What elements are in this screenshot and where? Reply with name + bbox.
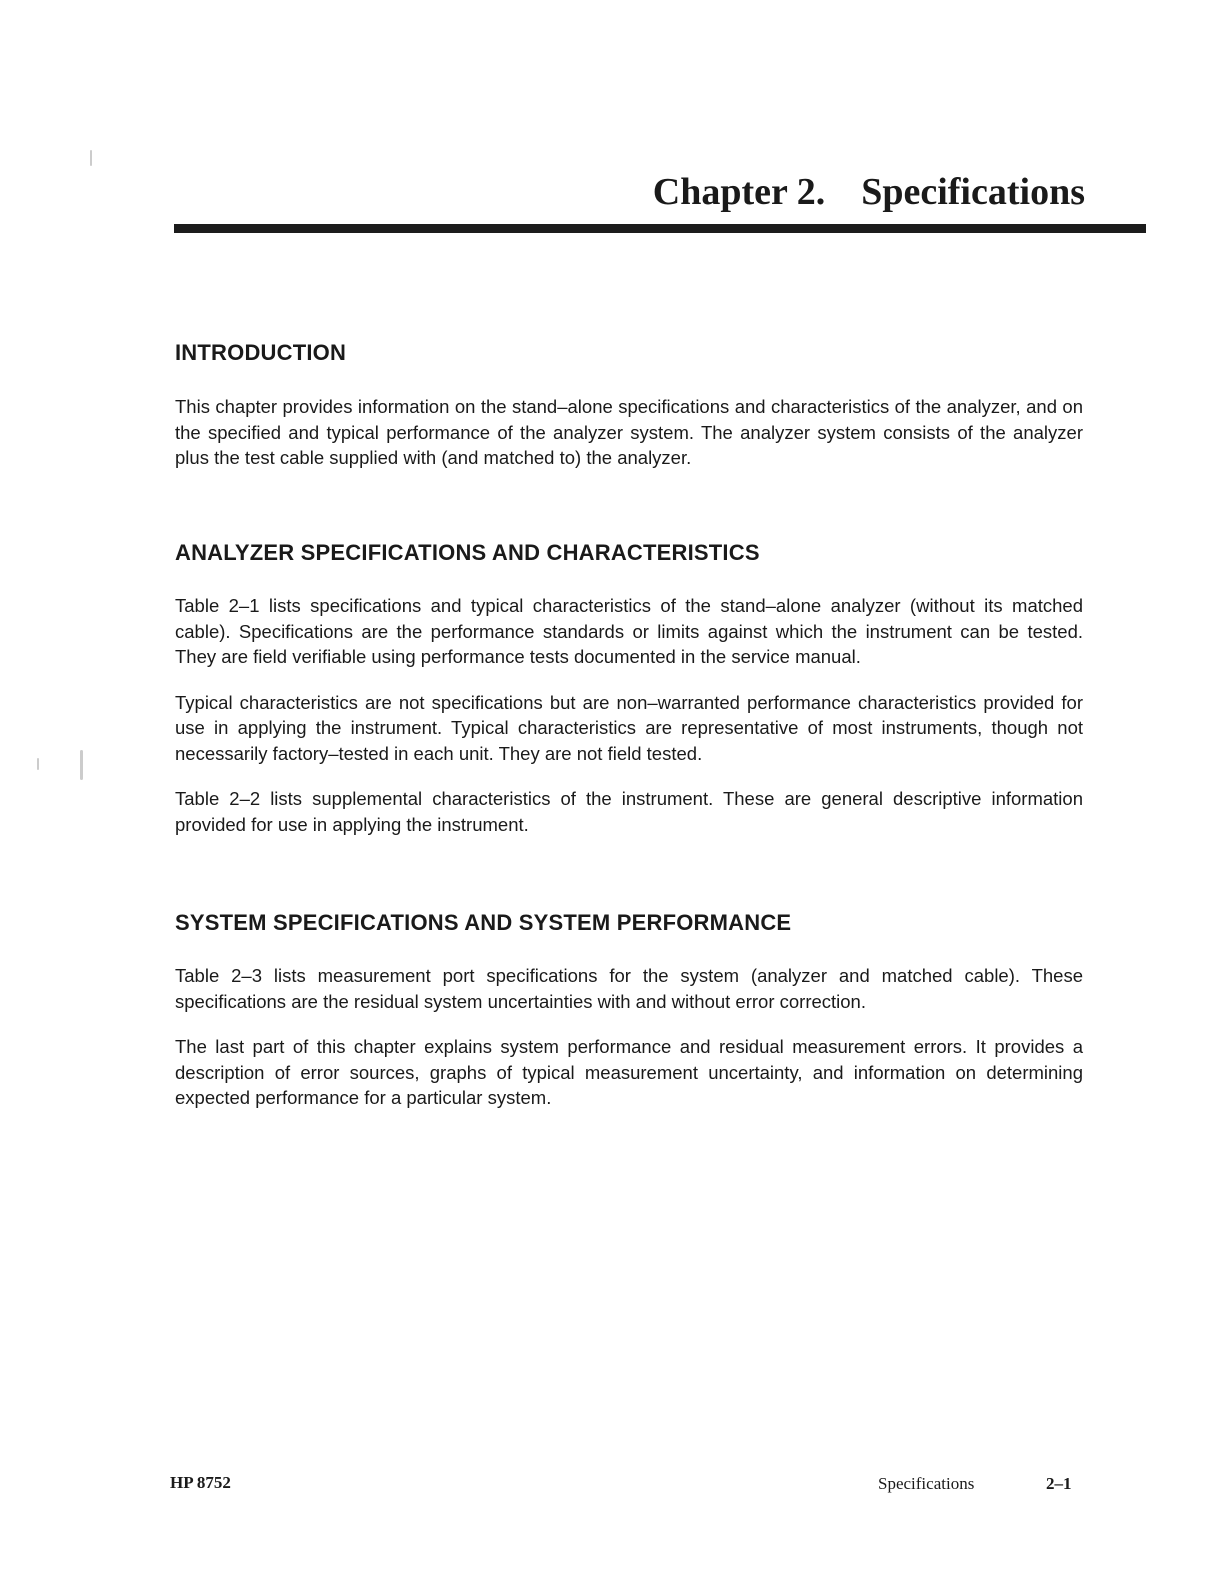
paragraph: The last part of this chapter explains system performance and residual measurement errors. It provides a description of error sources, graphs of typical measurement uncertainty, and information on determining expected performance for a particular system.	[175, 1036, 1083, 1108]
paragraph: Table 2–2 lists supplemental characteristics of the instrument. These are general descriptive information provided for use in applying the instrument.	[175, 788, 1083, 835]
scan-mark	[37, 758, 39, 770]
footer-page-number: 2–1	[1046, 1474, 1072, 1493]
footer-product: HP 8752	[170, 1473, 231, 1492]
section-heading: ANALYZER SPECIFICATIONS AND CHARACTERISTICS	[175, 540, 760, 565]
footer-section-name: Specifications	[878, 1474, 975, 1493]
scan-mark	[80, 750, 83, 780]
paragraph: Table 2–3 lists measurement port specifications for the system (analyzer and matched cable). These specifications are the residual system uncertainties with and without error correction.	[175, 965, 1083, 1012]
chapter-title: Specifications	[861, 171, 1085, 213]
paragraph: This chapter provides information on the stand–alone specifications and characteristics of the analyzer, and on the specified and typical performance of the analyzer system. The analyzer system consists of the analyzer plus the test cable supplied with (and matched to) the analyzer.	[175, 396, 1083, 468]
footer-page-info	[878, 1474, 1078, 1494]
section-analyzer-specifications	[175, 539, 1083, 837]
scan-mark	[90, 150, 92, 166]
section-introduction	[175, 339, 1083, 471]
paragraph: Typical characteristics are not specifications but are non–warranted performance characteristics provided for use in applying the instrument. Typical characteristics are representative of most instruments, though not necessarily factory–tested in each unit. They are not field tested.	[175, 691, 1083, 764]
section-heading: INTRODUCTION	[175, 340, 347, 365]
paragraph: Table 2–1 lists specifications and typical characteristics of the stand–alone analyzer (without its matched cable). Specifications are the performance standards or limits against which the instrument can be tested. They are field verifiable using performance tests documented in the service manual.	[175, 595, 1083, 667]
section-system-specifications	[175, 909, 1083, 1111]
chapter-heading	[640, 168, 1085, 216]
chapter-number: Chapter 2.	[652, 171, 826, 213]
section-heading: SYSTEM SPECIFICATIONS AND SYSTEM PERFORMANCE	[175, 910, 792, 935]
chapter-rule	[174, 224, 1146, 233]
